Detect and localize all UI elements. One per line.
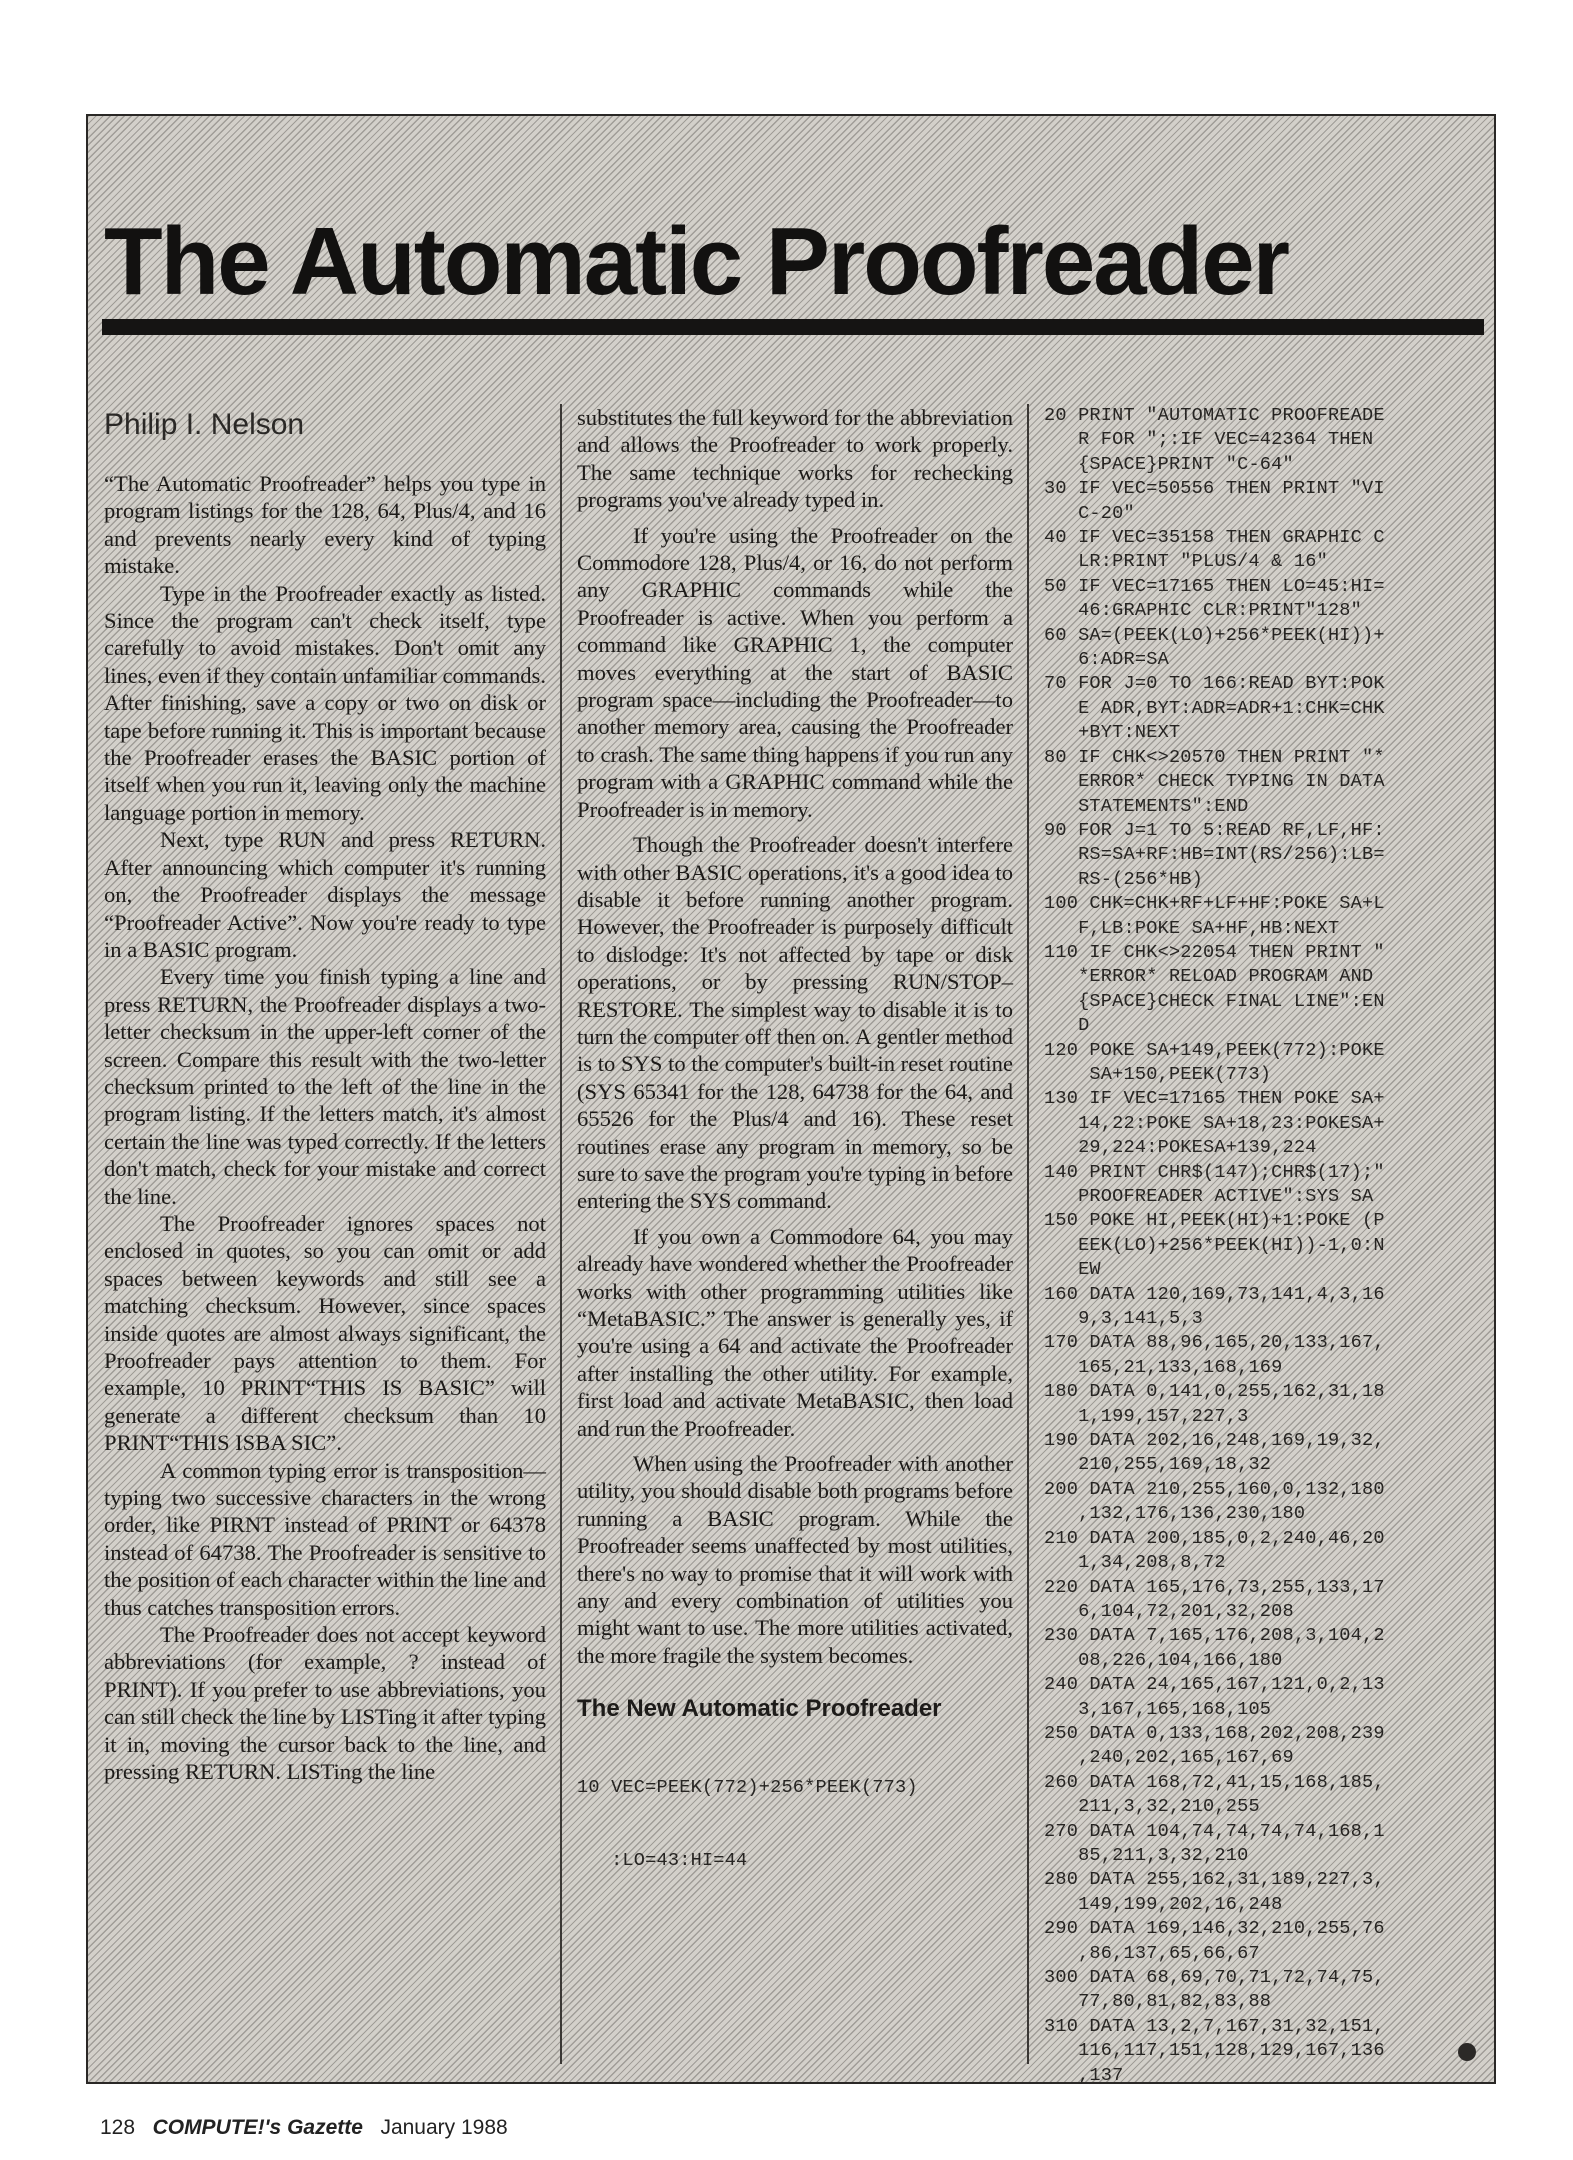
- code-line: 100 CHK=CHK+RF+LF+HF:POKE SA+L: [1044, 893, 1385, 915]
- code-line: 130 IF VEC=17165 THEN POKE SA+: [1044, 1088, 1385, 1110]
- code-listing-start: [577, 1727, 1013, 1922]
- code-line: PROOFREADER ACTIVE":SYS SA: [1044, 1186, 1374, 1207]
- code-line: :LO=43:HI=44: [577, 1850, 748, 1872]
- code-line: ,132,176,136,230,180: [1044, 1503, 1306, 1525]
- code-line: D: [1044, 1015, 1090, 1037]
- code-line: 6,104,72,201,32,208: [1044, 1600, 1294, 1622]
- code-line: 220 DATA 165,176,73,255,133,17: [1044, 1576, 1385, 1598]
- column-divider-1: [560, 404, 562, 2064]
- code-line: E ADR,BYT:ADR=ADR+1:CHK=CHK: [1044, 697, 1385, 719]
- code-line: 60 SA=(PEEK(LO)+256*PEEK(HI))+: [1044, 624, 1385, 646]
- code-line: 140 PRINT CHR$(147);CHR$(17);": [1044, 1161, 1385, 1183]
- code-line: 85,211,3,32,210: [1044, 1844, 1249, 1866]
- code-line: 230 DATA 7,165,176,208,3,104,2: [1044, 1625, 1385, 1647]
- code-line: SA+150,PEEK(773): [1044, 1063, 1272, 1085]
- code-line: 120 POKE SA+149,PEEK(772):POKE: [1044, 1039, 1385, 1061]
- code-line: C-20": [1044, 502, 1135, 524]
- code-line: 46:GRAPHIC CLR:PRINT"128": [1044, 600, 1363, 622]
- code-line: 210,255,169,18,32: [1044, 1454, 1272, 1476]
- code-line: 211,3,32,210,255: [1044, 1796, 1260, 1818]
- code-line: 170 DATA 88,96,165,20,133,167,: [1044, 1332, 1385, 1354]
- code-line: 165,21,133,168,169: [1044, 1356, 1283, 1378]
- code-line: 210 DATA 200,185,0,2,240,46,20: [1044, 1527, 1385, 1549]
- paragraph: “The Automatic Proofreader” helps you type in program listings for the 128, 64, Plus/4, and 16 and prevents nearly every kind of typing mistake.: [104, 471, 546, 579]
- code-line: R FOR ";:IF VEC=42364 THEN: [1044, 429, 1374, 451]
- code-line: 50 IF VEC=17165 THEN LO=45:HI=: [1044, 575, 1385, 597]
- code-line: 116,117,151,128,129,167,136: [1044, 2040, 1385, 2062]
- paragraph: If you own a Commodore 64, you may already have wondered whether the Proofreader works with other programming utilities like “MetaBASIC.” The answer is generally yes, if you're using a 64 and activate the Proofreader after installing the other utility. For example, first load and activate MetaBASIC, then load and run the Proofreader.: [577, 1223, 1013, 1441]
- code-line: 80 IF CHK<>20570 THEN PRINT "*: [1044, 746, 1385, 768]
- end-mark-icon: [1458, 2043, 1476, 2061]
- code-line: 250 DATA 0,133,168,202,208,239: [1044, 1722, 1385, 1744]
- code-line: 3,167,165,168,105: [1044, 1698, 1272, 1720]
- code-line: ,240,202,165,167,69: [1044, 1747, 1294, 1769]
- code-line: 160 DATA 120,169,73,141,4,3,16: [1044, 1283, 1385, 1305]
- issue-date: January 1988: [380, 2116, 508, 2139]
- code-line: 10 VEC=PEEK(772)+256*PEEK(773): [577, 1777, 918, 1799]
- code-line: EEK(LO)+256*PEEK(HI))-1,0:N: [1044, 1234, 1385, 1256]
- code-line: 240 DATA 24,165,167,121,0,2,13: [1044, 1674, 1385, 1696]
- code-line: 1,199,157,227,3: [1044, 1405, 1249, 1427]
- code-line: 9,3,141,5,3: [1044, 1308, 1204, 1330]
- title-rule: [102, 319, 1484, 335]
- code-line: 77,80,81,82,83,88: [1044, 1991, 1272, 2013]
- paragraph: If you're using the Proofreader on the Commodore 128, Plus/4, or 16, do not perform any GRAPHIC commands while the Proofreader is active. When you perform a command like GRAPHIC 1, the computer moves everything at the start of BASIC program space—including the Proofreader—to another memory area, causing the Proofreader to crash. The same thing happens if you run any program with a GRAPHIC command while the Proofreader is in memory.: [577, 522, 1013, 822]
- code-line: 180 DATA 0,141,0,255,162,31,18: [1044, 1381, 1385, 1403]
- code-line: 110 IF CHK<>22054 THEN PRINT ": [1044, 941, 1385, 963]
- column-2: [577, 404, 1013, 2066]
- code-line: 300 DATA 68,69,70,71,72,74,75,: [1044, 1967, 1385, 1988]
- page-footer: [100, 2116, 508, 2140]
- paragraph: The Proofreader does not accept keyword abbreviations (for example, ? instead of PRINT). If you prefer to use abbreviations, you can still check the line by LISTing it after typing it in, moving the cursor back to the line, and pressing RETURN. LISTing the line: [104, 1622, 546, 1785]
- paragraph: Type in the Proofreader exactly as listed. Since the program can't check itself, type carefully to avoid mistakes. Don't omit any lines, even if they contain unfamiliar commands. After finishing, save a copy or two on disk or tape before running it. This is important because the Proofreader erases the BASIC portion of itself when you run it, leaving only the machine language portion in memory.: [104, 580, 546, 825]
- paragraph: Next, type RUN and press RETURN. After announcing which computer it's running on, the Proofreader displays the message “Proofreader Active”. Now you're ready to type in a BASIC program.: [104, 827, 546, 962]
- code-line: 260 DATA 168,72,41,15,168,185,: [1044, 1771, 1385, 1793]
- code-listing: [1044, 404, 1484, 2088]
- code-line: 290 DATA 169,146,32,210,255,76: [1044, 1918, 1385, 1940]
- column-1: [104, 408, 546, 2066]
- code-line: {SPACE}CHECK FINAL LINE":EN: [1044, 990, 1385, 1012]
- column-3: [1044, 404, 1484, 2086]
- code-line: 6:ADR=SA: [1044, 649, 1169, 671]
- code-line: RS-(256*HB): [1044, 868, 1204, 890]
- code-line: 270 DATA 104,74,74,74,74,168,1: [1044, 1820, 1385, 1842]
- code-line: ,137: [1044, 2064, 1124, 2086]
- code-line: LR:PRINT "PLUS/4 & 16": [1044, 551, 1328, 573]
- magazine-name: COMPUTE!'s Gazette: [152, 2116, 363, 2139]
- author-byline: Philip I. Nelson: [104, 408, 305, 441]
- code-line: ERROR* CHECK TYPING IN DATA: [1044, 771, 1385, 793]
- code-line: {SPACE}PRINT "C-64": [1044, 453, 1294, 475]
- code-line: ,86,137,65,66,67: [1044, 1942, 1260, 1964]
- code-line: 190 DATA 202,16,248,169,19,32,: [1044, 1430, 1385, 1452]
- code-line: 1,34,208,8,72: [1044, 1552, 1226, 1574]
- code-line: 30 IF VEC=50556 THEN PRINT "VI: [1044, 478, 1385, 500]
- code-line: 280 DATA 255,162,31,189,227,3,: [1044, 1869, 1385, 1891]
- code-line: F,LB:POKE SA+HF,HB:NEXT: [1044, 917, 1340, 939]
- paragraph: When using the Proofreader with another utility, you should disable both programs before running a BASIC program. While the Proofreader seems unaffected by most utilities, there's no way to promise that it will work with any and every combination of utilities you might want to use. The more utilities activated, the more fragile the system becomes.: [577, 1451, 1013, 1668]
- code-line: 08,226,104,166,180: [1044, 1649, 1283, 1671]
- code-line: 150 POKE HI,PEEK(HI)+1:POKE (P: [1044, 1210, 1385, 1232]
- code-line: 29,224:POKESA+139,224: [1044, 1137, 1317, 1159]
- code-line: 149,199,202,16,248: [1044, 1893, 1283, 1915]
- code-line: EW: [1044, 1259, 1101, 1281]
- paragraph: A common typing error is transposition—typing two successive characters in the wrong order, like PIRNT instead of PRINT or 64378 instead of 64738. The Proofreader is sensitive to the position of each character within the line and thus catches transposition errors.: [104, 1457, 546, 1620]
- paragraph: The Proofreader ignores spaces not enclosed in quotes, so you can omit or add spaces between keywords and still see a matching checksum. However, since spaces inside quotes are almost always significant, the Proofreader pays attention to them. For example, 10 PRINT“THIS IS BASIC” will generate a different checksum than 10 PRINT“THIS ISBA SIC”.: [104, 1210, 546, 1456]
- page-number: 128: [100, 2116, 136, 2139]
- code-line: *ERROR* RELOAD PROGRAM AND: [1044, 966, 1374, 988]
- code-line: 40 IF VEC=35158 THEN GRAPHIC C: [1044, 527, 1385, 549]
- code-line: 90 FOR J=1 TO 5:READ RF,LF,HF:: [1044, 819, 1385, 841]
- code-line: 14,22:POKE SA+18,23:POKESA+: [1044, 1112, 1385, 1134]
- code-line: 310 DATA 13,2,7,167,31,32,151,: [1044, 2015, 1385, 2037]
- paragraph: Every time you finish typing a line and press RETURN, the Proofreader displays a two-letter checksum in the upper-left corner of the screen. Compare this result with the two-letter checksum printed to the left of the line in the program listing. If the letters match, it's almost certain the line was typed correctly. If the letters don't match, check for your mistake and correct the line.: [104, 964, 546, 1209]
- code-line: 200 DATA 210,255,160,0,132,180: [1044, 1478, 1385, 1500]
- code-line: RS=SA+RF:HB=INT(RS/256):LB=: [1044, 844, 1385, 866]
- paragraph: Though the Proofreader doesn't interfere with other BASIC operations, it's a good idea to disable it before running another program. However, the Proofreader is purposely difficult to dislodge: It's not affected by tape or disk operations, or by pressing RUN/STOP–RESTORE. The simplest way to disable it is to turn the computer off then on. A gentler method is to SYS to the computer's built-in reset routine (SYS 65341 for the 128, 64738 for the 64, and 65526 for the Plus/4 and 16). These reset routines erase any program in memory, so be sure to save the program you're typing in before entering the SYS command.: [577, 832, 1013, 1214]
- code-line: +BYT:NEXT: [1044, 722, 1181, 744]
- code-line: STATEMENTS":END: [1044, 795, 1249, 817]
- code-line: 20 PRINT "AUTOMATIC PROOFREADE: [1044, 405, 1385, 426]
- column-divider-2: [1027, 404, 1029, 2064]
- listing-heading: The New Automatic Proofreader: [577, 1695, 942, 1723]
- article-title: The Automatic Proofreader: [104, 208, 1288, 315]
- code-line: 70 FOR J=0 TO 166:READ BYT:POK: [1044, 673, 1385, 695]
- paragraph: substitutes the full keyword for the abbreviation and allows the Proofreader to work properly. The same technique works for rechecking programs you've already typed in.: [577, 405, 1013, 513]
